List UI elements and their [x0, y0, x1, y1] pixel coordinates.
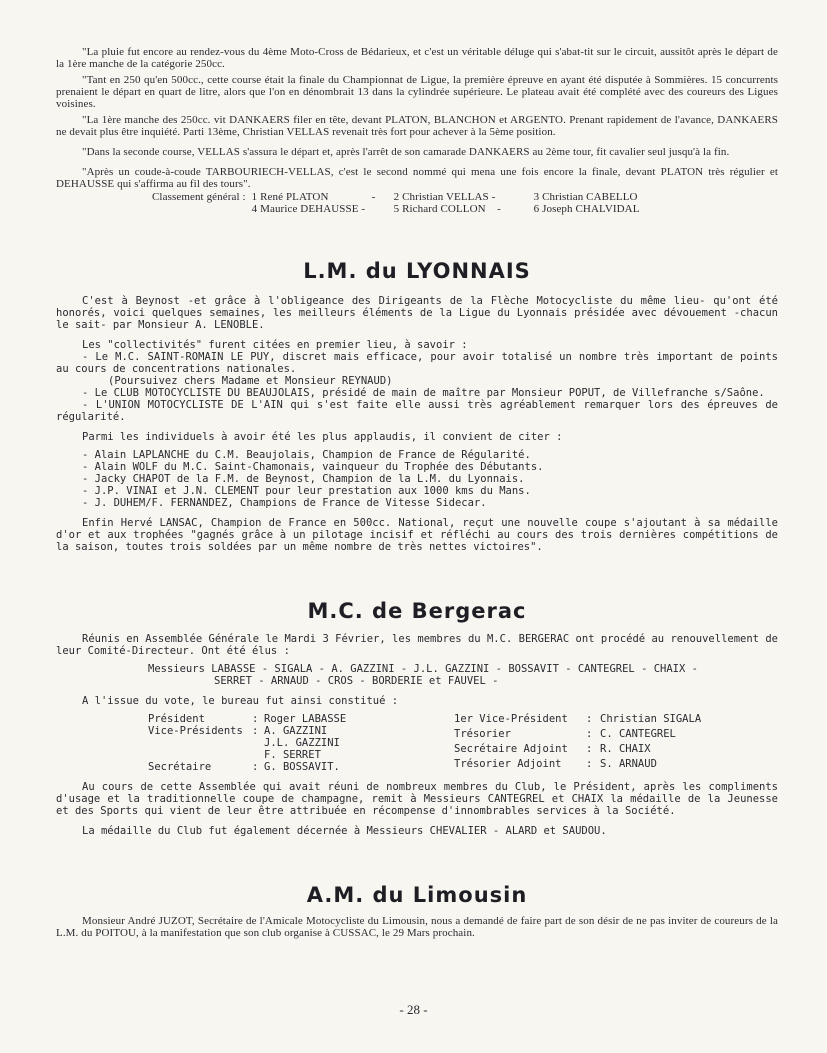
page-content — [56, 46, 778, 939]
table-row — [148, 737, 454, 749]
bureau-left-table — [148, 713, 454, 773]
list-item: - J. DUHEM/F. FERNANDEZ, Champions de France de Vitesse Sidecar. — [82, 497, 487, 509]
classement-cell: - — [371, 191, 376, 203]
limousin-paragraph-1: Monsieur André JUZOT, Secrétaire de l'Amicale Motocycliste du Limousin, nous a demandé de faire part de son désir de ne pas inviter de coureurs de la L.M. du POITOU, à la manifestation que son club organise à CUSSAC, le 29 Mars prochain. — [56, 915, 778, 939]
lyonnais-collectivite-1: - Le M.C. SAINT-ROMAIN LE PUY, discret mais efficace, pour avoir totalisé un nombre très important de points au cours de concentrations nationales. — [56, 351, 778, 375]
lyonnais-paragraph-3: Parmi les individuels à avoir été les plus applaudis, il convient de citer : — [82, 431, 563, 443]
bureau-sep: : — [586, 758, 593, 770]
bureau-sep: : — [586, 728, 593, 740]
classement-cell: 4 Maurice DEHAUSSE - — [251, 203, 366, 215]
section-title-lyonnais: L.M. du LYONNAIS — [303, 259, 531, 283]
bureau-sep — [252, 749, 264, 761]
bureau-name: Christian SIGALA — [600, 713, 702, 725]
bureau-role: Vice-Présidents — [148, 725, 243, 737]
bureau-name: Roger LABASSE — [264, 713, 347, 725]
section-title-bergerac: M.C. de Bergerac — [307, 599, 527, 623]
bergerac-bureau — [56, 713, 778, 773]
section-title-limousin: A.M. du Limousin — [306, 883, 528, 907]
bureau-name: R. CHAIX — [600, 743, 651, 755]
classement-cell: 5 Richard COLLON — [393, 203, 486, 215]
bergerac-paragraph-1: Réunis en Assemblée Générale le Mardi 3 Février, les membres du M.C. BERGERAC ont procédé au renouvellement de leur Comité-Directeur. Ont été élus : — [56, 633, 778, 657]
lyonnais-paragraph-4: Enfin Hervé LANSAC, Champion de France en 500cc. National, reçut une nouvelle coupe s'ajoutant à sa médaille d'or et aux trophées "gagnés grâce à un pilotage incisif et réfléchi au cours des trois dernières compétitions de la saison, toutes trois soldées par un même nombre de très nettes victoires". — [56, 517, 778, 553]
classement-cell: 6 Joseph CHALVIDAL — [533, 203, 640, 215]
classement-cell — [394, 203, 534, 215]
intro-paragraph-3: "La 1ère manche des 250cc. vit DANKAERS filer en tête, devant PLATON, BLANCHON et ARGENTO. Prenant rapidement de l'avance, DANKAERS ne devait plus être inquiété. Parti 13ème, Christian VELLAS revenait très fort pour achever à la 5ème position. — [56, 114, 778, 138]
lyonnais-collectivite-note: (Poursuivez chers Madame et Monsieur REYNAUD) — [108, 375, 393, 387]
list-item: - J.P. VINAI et J.N. CLEMENT pour leur prestation aux 1000 kms du Mans. — [82, 485, 531, 497]
lyonnais-collectivite-3: - L'UNION MOTOCYCLISTE DE L'AIN qui s'est faite elle aussi très agréablement remarquer lors des épreuves de régularité. — [56, 399, 778, 423]
table-row — [148, 725, 454, 737]
bureau-role: Secrétaire Adjoint — [454, 743, 568, 755]
bureau-name: A. GAZZINI — [264, 725, 328, 737]
bureau-name: C. CANTEGREL — [600, 728, 676, 740]
bergerac-paragraph-2: A l'issue du vote, le bureau fut ainsi constitué : — [82, 695, 399, 707]
table-row — [454, 713, 701, 728]
table-row — [148, 749, 454, 761]
bureau-name: G. BOSSAVIT. — [264, 761, 340, 773]
classement-cell: 3 Christian CABELLO — [533, 191, 638, 203]
bureau-name: S. ARNAUD — [600, 758, 657, 770]
classement-cell: 2 Christian VELLAS - — [393, 191, 496, 203]
classement-row — [152, 203, 640, 215]
bureau-sep: : — [252, 761, 259, 773]
table-row — [454, 758, 701, 773]
lyonnais-paragraph-1: C'est à Beynost -et grâce à l'obligeance des Dirigeants de la Flèche Motocycliste du même lieu- qu'ont été honorés, voici quelques semaines, les meilleurs éléments de la Ligue du Lyonnais présidée avec dévouement -chacun le sait- par Monsieur A. LENOBLE. — [56, 295, 778, 331]
classement-cell: 1 René PLATON — [251, 191, 329, 203]
bureau-sep: : — [252, 713, 259, 725]
lyonnais-individuals-list — [56, 449, 778, 509]
bureau-sep — [252, 737, 264, 749]
lyonnais-collectivite-2: - Le CLUB MOTOCYCLISTE DU BEAUJOLAIS, présidé de main de maître par Monsieur POPUT, de Villefranche s/Saône. — [82, 387, 765, 399]
bureau-role: Secrétaire — [148, 761, 212, 773]
bureau-name: J.L. GAZZINI — [264, 737, 340, 749]
classement-table — [152, 191, 640, 215]
classement-label: Classement général : — [152, 191, 246, 203]
list-item: - Alain LAPLANCHE du C.M. Beaujolais, Champion de France de Régularité. — [82, 449, 531, 461]
table-row — [454, 743, 701, 758]
bureau-role: Trésorier Adjoint — [454, 758, 562, 770]
classement-row — [152, 191, 640, 203]
bureau-role: Président — [148, 713, 205, 725]
intro-paragraph-2: "Tant en 250 qu'en 500cc., cette course était la finale du Championnat de Ligue, la première épreuve en ayant été disputée à Sommières. 15 concurrents prenaient le départ en quart de litre, alors que l'on en dénombrait 13 dans la cylindrée supérieure. Le plateau avait été complété avec des coureurs des Ligues voisines. — [56, 74, 778, 110]
bureau-sep: : — [586, 713, 593, 725]
table-row — [148, 713, 454, 725]
bureau-sep: : — [252, 725, 259, 737]
bureau-role: 1er Vice-Président — [454, 713, 568, 725]
list-item: - Jacky CHAPOT de la F.M. de Beynost, Champion de la L.M. du Lyonnais. — [82, 473, 525, 485]
table-row — [148, 761, 454, 773]
bergerac-elus-line-1: Messieurs LABASSE - SIGALA - A. GAZZINI - J.L. GAZZINI - BOSSAVIT - CANTEGREL - CHAIX - — [148, 663, 698, 675]
lyonnais-paragraph-2: Les "collectivités" furent citées en premier lieu, à savoir : — [82, 339, 468, 351]
table-row — [454, 728, 701, 743]
intro-paragraph-5: "Après un coude-à-coude TARBOURIECH-VELLAS, c'est le second nommé qui mena une fois encore la finale, devant PLATON très régulier et DEHAUSSE qui s'affirma au fil des tours". — [56, 166, 778, 190]
page-number: - 28 - — [399, 1002, 428, 1017]
bureau-name: F. SERRET — [264, 749, 321, 761]
bureau-sep: : — [586, 743, 593, 755]
list-item: - Alain WOLF du M.C. Saint-Chamonais, vainqueur du Trophée des Débutants. — [82, 461, 544, 473]
bergerac-paragraph-4: La médaille du Club fut également décernée à Messieurs CHEVALIER - ALARD et SAUDOU. — [82, 825, 607, 837]
bureau-role — [148, 737, 252, 749]
intro-paragraph-4: "Dans la seconde course, VELLAS s'assura le départ et, après l'arrêt de son camarade DANKAERS au 2ème tour, fit cavalier seul jusqu'à la fin. — [82, 146, 730, 158]
classement-cell — [372, 203, 394, 215]
bureau-right-table — [454, 713, 701, 773]
bergerac-elus-line-2: SERRET - ARNAUD - CROS - BORDERIE et FAUVEL - — [214, 675, 499, 687]
bureau-role: Trésorier — [454, 728, 511, 740]
intro-paragraph-1: "La pluie fut encore au rendez-vous du 4ème Moto-Cross de Bédarieux, et c'est un véritable déluge qui s'abat-tit sur le circuit, aussitôt après le départ de la 1ère manche de la catégorie 250cc. — [56, 46, 778, 70]
bureau-role — [148, 749, 252, 761]
classement-cell: - — [497, 203, 501, 215]
bergerac-paragraph-3: Au cours de cette Assemblée qui avait réuni de nombreux membres du Club, le Président, après les compliments d'usage et la traditionnelle coupe de champagne, remit à Messieurs CANTEGREL et CHAIX la médaille de la Jeunesse et des Sports qui vient de leur être attribuée en récompense d'innombrables services à la Société. — [56, 781, 778, 817]
